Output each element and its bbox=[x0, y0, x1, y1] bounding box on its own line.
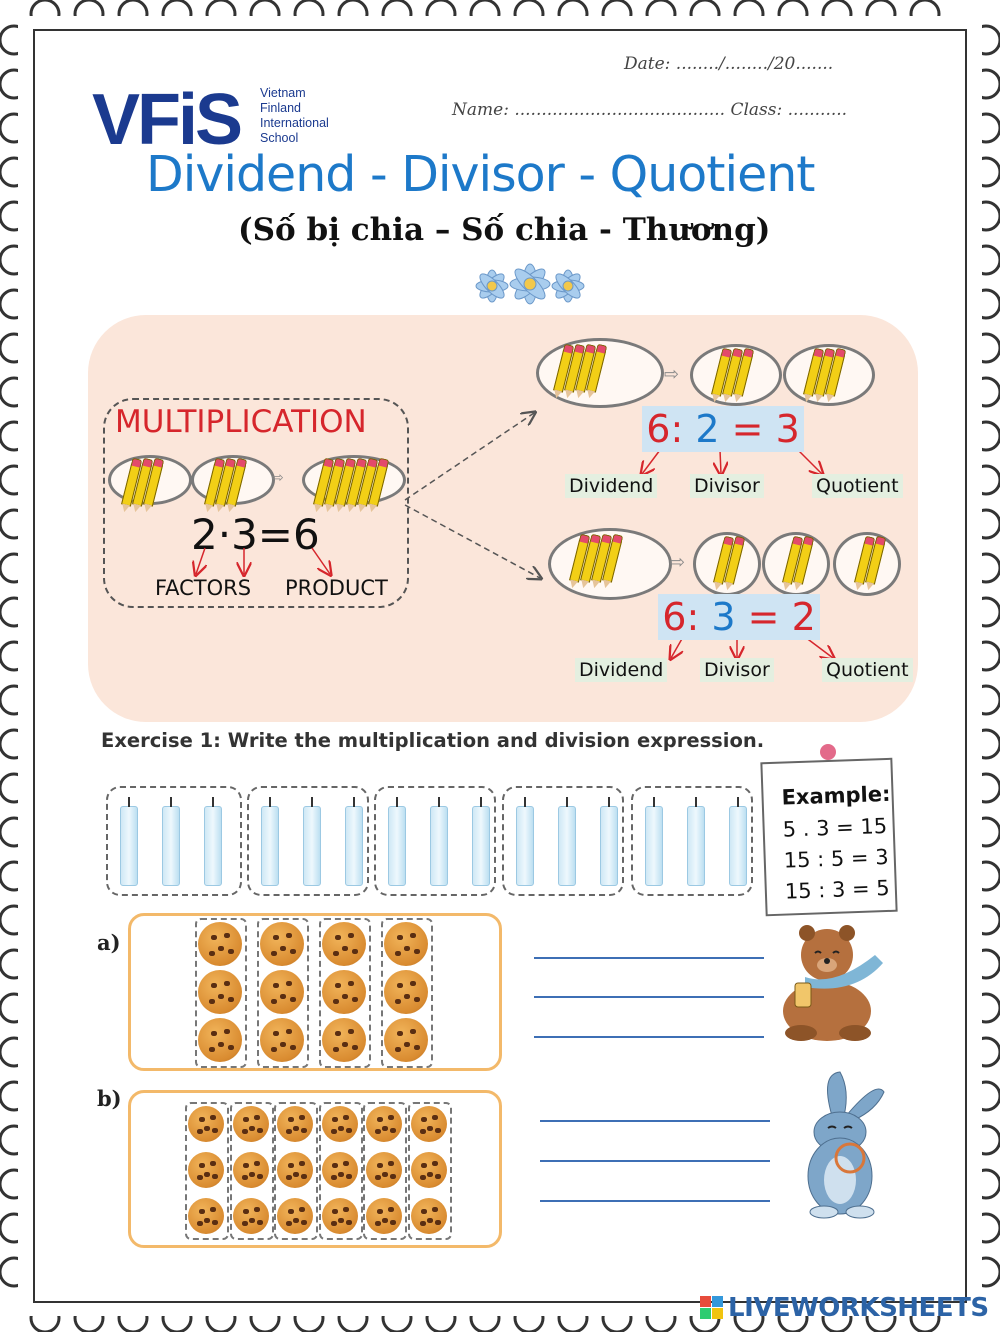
cookie-icon bbox=[188, 1198, 224, 1234]
example-line: 15 : 3 = 5 bbox=[784, 875, 891, 904]
multiplication-expression: 2·3=6 bbox=[191, 510, 320, 559]
cookie-icon bbox=[260, 970, 304, 1014]
dividend-label: Dividend bbox=[565, 474, 657, 498]
divisor-value: 3 bbox=[711, 595, 736, 639]
part-a-label: a) bbox=[97, 930, 121, 955]
example-title: Example: bbox=[781, 781, 891, 810]
arrow-right-icon: ⇨ bbox=[670, 552, 686, 573]
divisor-value: 2 bbox=[695, 407, 720, 451]
product-label: PRODUCT bbox=[285, 576, 388, 600]
answer-line[interactable] bbox=[540, 1200, 770, 1202]
cookie-icon bbox=[198, 970, 242, 1014]
candle-icon bbox=[430, 806, 448, 886]
candle-icon bbox=[472, 806, 490, 886]
cookie-icon bbox=[411, 1198, 447, 1234]
answer-line[interactable] bbox=[534, 996, 764, 998]
cookie-icon bbox=[233, 1198, 269, 1234]
cookie-icon bbox=[260, 1018, 304, 1062]
cookie-icon bbox=[198, 1018, 242, 1062]
cookie-icon bbox=[233, 1152, 269, 1188]
cookie-icon bbox=[384, 970, 428, 1014]
candle-icon bbox=[261, 806, 279, 886]
candle-icon bbox=[204, 806, 222, 886]
candle-icon bbox=[687, 806, 705, 886]
date-field[interactable]: Date: ......../......../20....... bbox=[624, 54, 834, 74]
cookie-icon bbox=[384, 922, 428, 966]
cookie-icon bbox=[322, 970, 366, 1014]
watermark: LIVEWORKSHEETS bbox=[728, 1293, 989, 1323]
cookie-icon bbox=[277, 1198, 313, 1234]
divisor-label: Divisor bbox=[690, 474, 764, 498]
page-subtitle: (Số bị chia – Số chia - Thương) bbox=[238, 212, 771, 248]
candle-icon bbox=[516, 806, 534, 886]
divisor-label: Divisor bbox=[700, 658, 774, 682]
cookie-icon bbox=[411, 1106, 447, 1142]
pin-icon bbox=[820, 744, 836, 760]
division-equation-2 bbox=[658, 594, 820, 640]
division-sign: : bbox=[670, 407, 684, 451]
rabbit-icon bbox=[790, 1070, 890, 1220]
answer-line[interactable] bbox=[540, 1120, 770, 1122]
answer-line[interactable] bbox=[534, 1036, 764, 1038]
cookie-icon bbox=[322, 1152, 358, 1188]
part-b-label: b) bbox=[97, 1086, 122, 1111]
division-sign: : bbox=[686, 595, 700, 639]
liveworksheets-logo-icon bbox=[700, 1296, 724, 1320]
multiplication-heading: MULTIPLICATION bbox=[115, 404, 367, 440]
cookie-icon bbox=[322, 922, 366, 966]
cookie-icon bbox=[188, 1106, 224, 1142]
candle-icon bbox=[345, 806, 363, 886]
page-title: Dividend - Divisor - Quotient bbox=[146, 146, 815, 203]
candle-icon bbox=[600, 806, 618, 886]
school-name-line: Finland bbox=[260, 101, 301, 115]
cookie-icon bbox=[198, 922, 242, 966]
school-logo: VFiS bbox=[92, 80, 241, 160]
cookie-icon bbox=[366, 1198, 402, 1234]
exercise-heading: Exercise 1: Write the multiplication and division expression. bbox=[101, 729, 765, 752]
candle-icon bbox=[162, 806, 180, 886]
equals-sign: = bbox=[747, 595, 780, 639]
quotient-value: 2 bbox=[791, 595, 816, 639]
quotient-value: 3 bbox=[775, 407, 800, 451]
cookie-icon bbox=[277, 1152, 313, 1188]
dividend-label: Dividend bbox=[575, 658, 667, 682]
arrow-right-icon: ⇨ bbox=[664, 364, 680, 385]
school-name-line: Vietnam bbox=[260, 86, 306, 100]
candle-icon bbox=[645, 806, 663, 886]
cookie-icon bbox=[322, 1106, 358, 1142]
cookie-icon bbox=[384, 1018, 428, 1062]
school-name-line: International bbox=[260, 116, 329, 130]
candle-icon bbox=[729, 806, 747, 886]
answer-line[interactable] bbox=[534, 957, 764, 959]
candle-icon bbox=[558, 806, 576, 886]
bear-icon bbox=[775, 915, 887, 1043]
factors-label: FACTORS bbox=[155, 576, 252, 600]
answer-line[interactable] bbox=[540, 1160, 770, 1162]
cookie-frame-a bbox=[128, 913, 502, 1071]
cookie-icon bbox=[366, 1152, 402, 1188]
dividend-value: 6 bbox=[662, 595, 687, 639]
cookie-icon bbox=[411, 1152, 447, 1188]
cookie-icon bbox=[277, 1106, 313, 1142]
cookie-icon bbox=[322, 1198, 358, 1234]
name-class-field[interactable]: Name: ....................................... Class: ........... bbox=[452, 100, 848, 120]
cookie-icon bbox=[260, 922, 304, 966]
school-name-line: School bbox=[260, 131, 299, 145]
candle-icon bbox=[303, 806, 321, 886]
cookie-icon bbox=[366, 1106, 402, 1142]
cookie-icon bbox=[188, 1152, 224, 1188]
candle-icon bbox=[120, 806, 138, 886]
example-line: 15 : 5 = 3 bbox=[783, 844, 889, 873]
dividend-value: 6 bbox=[646, 407, 671, 451]
cookie-icon bbox=[322, 1018, 366, 1062]
division-equation-1 bbox=[642, 406, 804, 452]
arrow-right-icon: ⇨ bbox=[272, 470, 284, 486]
quotient-label: Quotient bbox=[812, 474, 903, 498]
example-note bbox=[760, 758, 897, 917]
candle-icon bbox=[388, 806, 406, 886]
cookie-icon bbox=[233, 1106, 269, 1142]
example-line: 5 . 3 = 15 bbox=[782, 813, 888, 842]
quotient-label: Quotient bbox=[822, 658, 913, 682]
equals-sign: = bbox=[731, 407, 764, 451]
